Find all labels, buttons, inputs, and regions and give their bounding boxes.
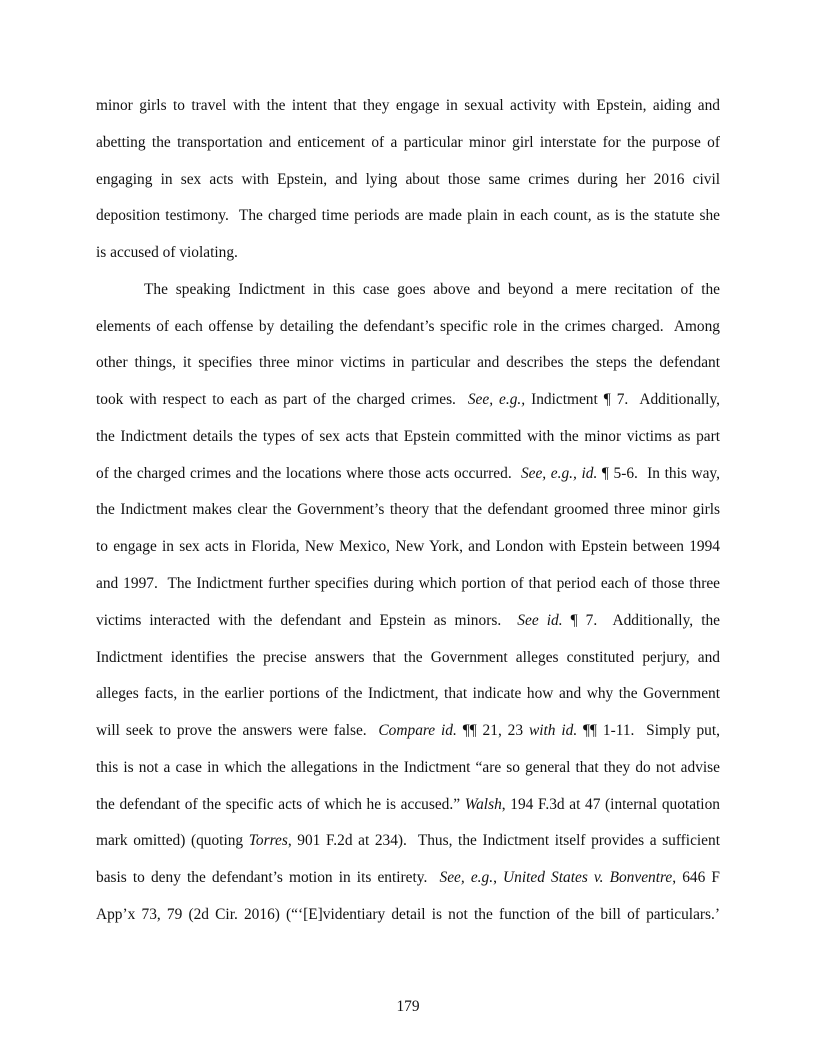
case-name: United States v. Bonventre xyxy=(503,869,673,886)
body-line-18: will seek to prove the answers were false. Compare id. ¶¶ 21, 23 with id. ¶¶ 1-11. Simply put, xyxy=(96,722,720,739)
body-line-19: this is not a case in which the allegations in the Indictment “are so general that they do not advise xyxy=(96,759,720,776)
body-line-20: the defendant of the specific acts of which he is accused.” Walsh, 194 F.3d at 47 (internal quotation xyxy=(96,796,720,813)
citation-signal: See id. xyxy=(517,612,563,629)
case-name: Walsh xyxy=(464,796,502,813)
body-line-23: App’x 73, 79 (2d Cir. 2016) (“‘[E]videntiary detail is not the function of the bill of particulars.’ xyxy=(96,906,720,923)
body-line-2: abetting the transportation and enticement of a particular minor girl interstate for the purpose of xyxy=(96,134,720,151)
citation-signal: Compare id. xyxy=(378,722,457,739)
body-line-5: is accused of violating. xyxy=(96,244,238,261)
body-line-15: victims interacted with the defendant and Epstein as minors. See id. ¶ 7. Additionally, the xyxy=(96,612,720,629)
body-line-14: and 1997. The Indictment further specifies during which portion of that period each of those three xyxy=(96,575,720,592)
case-name: Torres xyxy=(248,832,288,849)
paragraph-first-line: The speaking Indictment in this case goes above and beyond a mere recitation of the xyxy=(144,281,720,298)
body-line-21: mark omitted) (quoting Torres, 901 F.2d at 234). Thus, the Indictment itself provides a sufficient xyxy=(96,832,720,849)
body-line-12: the Indictment makes clear the Government’s theory that the defendant groomed three minor girls xyxy=(96,501,720,518)
body-line-8: other things, it specifies three minor victims in particular and describes the steps the defendant xyxy=(96,354,720,371)
body-line-22: basis to deny the defendant’s motion in its entirety. See, e.g., United States v. Bonventre, 646 F xyxy=(96,869,720,886)
citation-signal: See, e.g., id. xyxy=(520,465,598,482)
citation-signal: See, e.g., xyxy=(467,391,526,408)
body-line-11: of the charged crimes and the locations where those acts occurred. See, e.g., id. ¶ 5-6. In this way, xyxy=(96,465,720,482)
body-line-1: minor girls to travel with the intent that they engage in sexual activity with Epstein, aiding and xyxy=(96,97,720,114)
page-number: 179 xyxy=(396,998,420,1015)
body-line-3: engaging in sex acts with Epstein, and lying about those same crimes during her 2016 civil xyxy=(96,171,720,188)
citation-signal: with id. xyxy=(528,722,578,739)
citation-signal: See, e.g. xyxy=(439,869,494,886)
body-line-10: the Indictment details the types of sex acts that Epstein committed with the minor victims as part xyxy=(96,428,720,445)
body-line-16: Indictment identifies the precise answers that the Government alleges constituted perjury, and xyxy=(96,649,720,666)
body-line-4: deposition testimony. The charged time periods are made plain in each count, as is the statute she xyxy=(96,207,720,224)
body-line-13: to engage in sex acts in Florida, New Mexico, New York, and London with Epstein between 1994 xyxy=(96,538,720,555)
body-line-9: took with respect to each as part of the charged crimes. See, e.g., Indictment ¶ 7. Additionally, xyxy=(96,391,720,408)
body-line-7: elements of each offense by detailing the defendant’s specific role in the crimes charged. Among xyxy=(96,318,720,335)
body-line-17: alleges facts, in the earlier portions of the Indictment, that indicate how and why the Government xyxy=(96,685,720,702)
